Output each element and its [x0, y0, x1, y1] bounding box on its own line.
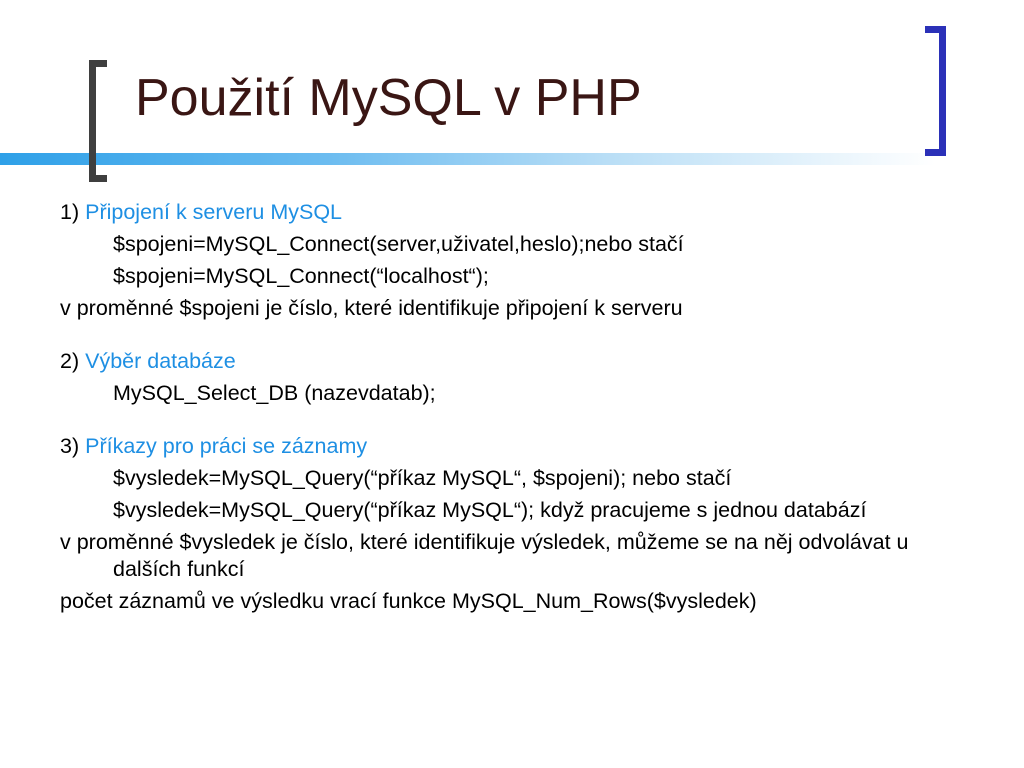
- right-bracket-decoration: [925, 26, 946, 156]
- section-1-heading: [60, 199, 960, 226]
- section-title: Výběr databáze: [85, 349, 236, 373]
- code-line: MySQL_Select_DB (nazevdatab);: [113, 381, 436, 405]
- slide-title: Použití MySQL v PHP: [135, 69, 642, 127]
- section-3-heading: [60, 433, 960, 460]
- section-number: 3): [60, 434, 80, 458]
- section-title: Příkazy pro práci se záznamy: [85, 434, 368, 458]
- title-underline-gradient: [0, 153, 935, 165]
- note-line: v proměnné $spojeni je číslo, které identifikuje připojení k serveru: [60, 296, 683, 320]
- note-line: počet záznamů ve výsledku vrací funkce MySQL_Num_Rows($vysledek): [60, 589, 757, 613]
- note-line: v proměnné $vysledek je číslo, které identifikuje výsledek, můžeme se na něj odvolávat u dalších funkcí: [60, 530, 909, 581]
- code-line: $vysledek=MySQL_Query(“příkaz MySQL“, $spojeni); nebo stačí: [113, 466, 732, 490]
- code-line: $spojeni=MySQL_Connect(“localhost“);: [113, 264, 489, 288]
- code-line: $vysledek=MySQL_Query(“příkaz MySQL“); když pracujeme s jednou databází: [113, 498, 867, 522]
- left-bracket-decoration: [89, 60, 107, 182]
- slide-body: [60, 199, 960, 615]
- section-title: Připojení k serveru MySQL: [85, 200, 343, 224]
- code-line: $spojeni=MySQL_Connect(server,uživatel,heslo);nebo stačí: [113, 232, 684, 256]
- section-number: 1): [60, 200, 80, 224]
- section-number: 2): [60, 349, 80, 373]
- section-2-heading: [60, 348, 960, 375]
